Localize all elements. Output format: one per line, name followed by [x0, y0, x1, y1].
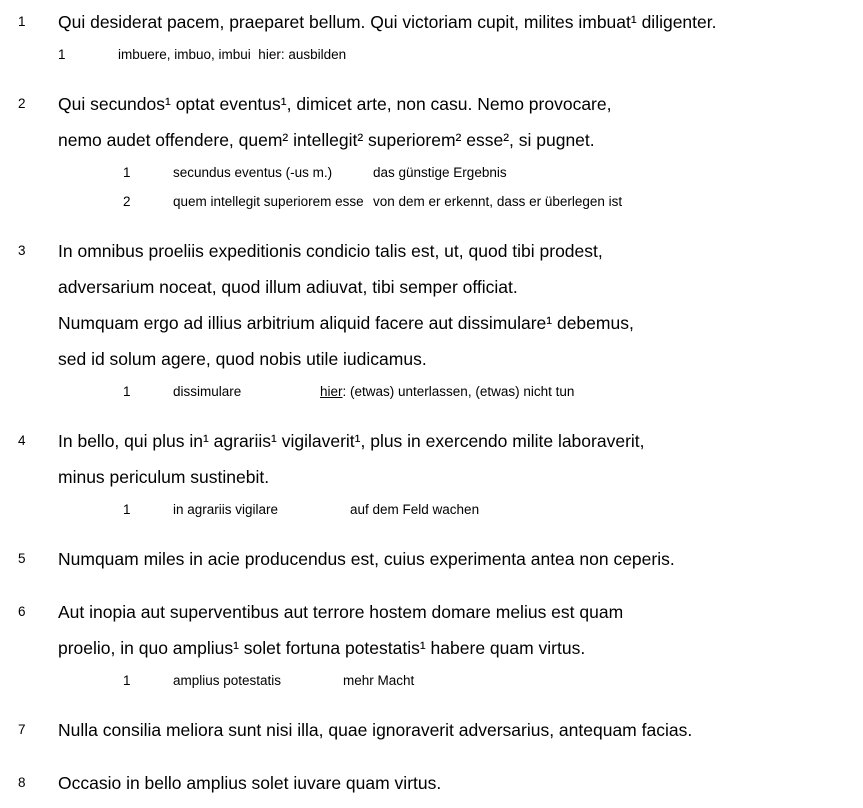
latin-line: sed id solum agere, quod nobis utile iudicamus. — [58, 349, 427, 369]
footnote-row — [58, 40, 855, 69]
footnote-row — [123, 187, 855, 216]
latin-line: proelio, in quo amplius¹ solet fortuna potestatis¹ habere quam virtus. — [58, 638, 586, 658]
footnote-latin-phrase: quem intellegit superiorem esse — [173, 194, 364, 209]
footnote-latin-phrase: in agrariis vigilare — [173, 502, 279, 517]
item-number: 2 — [18, 96, 26, 111]
footnote-german-translation — [320, 377, 574, 406]
latin-line: In bello, qui plus in¹ agrariis¹ vigilaverit¹, plus in exercendo milite laboraverit, — [58, 431, 645, 451]
item-content — [58, 4, 855, 69]
item-content — [58, 86, 855, 216]
latin-line: nemo audet offendere, quem² intellegit² superiorem² esse², si pugnet. — [58, 130, 595, 150]
item-content — [58, 765, 855, 801]
item-number: 3 — [18, 243, 26, 258]
item-number: 6 — [18, 604, 26, 619]
footnote-latin-phrase: amplius potestatis — [173, 673, 282, 688]
footnote-german-translation: mehr Macht — [343, 673, 415, 688]
footnote-row — [123, 377, 855, 406]
latin-line: Nulla consilia meliora sunt nisi illa, quae ignoraverit adversarius, antequam facias. — [58, 720, 693, 740]
footnote-row — [123, 495, 855, 524]
maxim-item — [18, 594, 855, 695]
latin-line: Qui desiderat pacem, praeparet bellum. Qui victoriam cupit, milites imbuat¹ diligenter. — [58, 12, 717, 32]
footnote-german-rest: : (etwas) unterlassen, (etwas) nicht tun — [342, 384, 575, 399]
maxim-item — [18, 233, 855, 406]
maxims-list — [18, 4, 855, 801]
footnote-german-translation: das günstige Ergebnis — [373, 165, 507, 180]
footnote-text: imbuere, imbuo, imbui hier: ausbilden — [118, 47, 347, 62]
maxim-item — [18, 712, 855, 748]
item-number: 5 — [18, 551, 26, 566]
footnote-german-underlined-word: hier — [320, 384, 343, 399]
item-content — [58, 594, 855, 695]
latin-line: Occasio in bello amplius solet iuvare quam virtus. — [58, 773, 442, 793]
maxim-item — [18, 541, 855, 577]
latin-line: Qui secundos¹ optat eventus¹, dimicet arte, non casu. Nemo provocare, — [58, 94, 612, 114]
footnote-number: 1 — [123, 165, 131, 180]
footnote-number: 1 — [123, 502, 131, 517]
maxim-item — [18, 86, 855, 216]
item-content — [58, 423, 855, 524]
item-number: 4 — [18, 433, 26, 448]
latin-line: minus periculum sustinebit. — [58, 467, 270, 487]
item-content — [58, 541, 855, 577]
footnote-german-translation: von dem er erkennt, dass er überlegen ist — [373, 194, 623, 209]
item-content — [58, 233, 855, 406]
maxim-item — [18, 4, 855, 69]
footnote-row — [123, 666, 855, 695]
footnote-german-translation: auf dem Feld wachen — [350, 502, 480, 517]
maxim-item — [18, 765, 855, 801]
item-number: 8 — [18, 775, 26, 790]
item-number: 7 — [18, 722, 26, 737]
latin-line: Numquam miles in acie producendus est, cuius experimenta antea non ceperis. — [58, 549, 675, 569]
footnote-row — [123, 158, 855, 187]
footnote-number: 1 — [123, 384, 131, 399]
maxim-item — [18, 423, 855, 524]
latin-line: adversarium noceat, quod illum adiuvat, tibi semper officiat. — [58, 277, 518, 297]
footnote-number: 2 — [123, 194, 131, 209]
latin-line: Numquam ergo ad illius arbitrium aliquid facere aut dissimulare¹ debemus, — [58, 313, 634, 333]
latin-line: Aut inopia aut superventibus aut terrore hostem domare melius est quam — [58, 602, 624, 622]
footnote-number: 1 — [123, 673, 131, 688]
item-content — [58, 712, 855, 748]
footnote-latin-phrase: dissimulare — [173, 384, 242, 399]
footnote-number: 1 — [58, 47, 66, 62]
item-number: 1 — [18, 14, 26, 29]
footnote-latin-phrase: secundus eventus (-us m.) — [173, 165, 333, 180]
latin-line: In omnibus proeliis expeditionis condicio talis est, ut, quod tibi prodest, — [58, 241, 603, 261]
